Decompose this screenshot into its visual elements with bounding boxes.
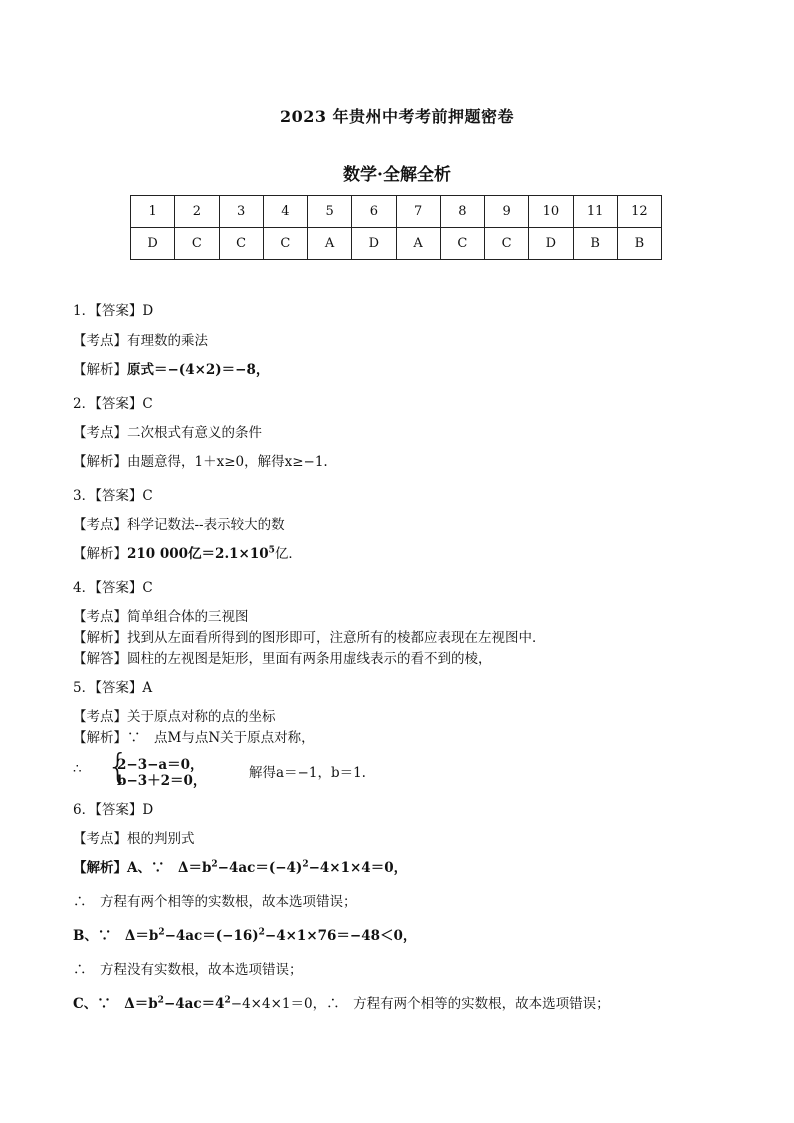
- line-b-part2: −4ac＝(−16): [164, 928, 259, 944]
- item-3-kaodian: 【考点】科学记数法--表示较大的数: [73, 517, 285, 533]
- item-4-kaodian: 【考点】简单组合体的三视图: [73, 609, 249, 625]
- equation-1: 2−3−a＝0，: [117, 757, 204, 773]
- item-5-jiexi: 【解析】∵ 点M与点N关于原点对称，: [73, 730, 315, 746]
- item-4-jiexi: 【解析】找到从左面看所得到的图形即可，注意所有的棱都应表现在左视图中．: [73, 630, 546, 646]
- item-6-line-a: [73, 859, 407, 877]
- item-3-jiexi-unit: 亿．: [274, 546, 302, 562]
- item-6-conclusion-a: ∴ 方程有两个相等的实数根，故本选项错误；: [73, 894, 357, 910]
- answer-table: [130, 195, 662, 260]
- item-2-kaodian: 【考点】二次根式有意义的条件: [73, 425, 262, 441]
- question-number-cell: 2: [175, 196, 219, 228]
- line-c-part3: −4×4×1＝0，∴ 方程有两个相等的实数根，故本选项错误；: [230, 996, 610, 1012]
- answer-cell: B: [573, 228, 617, 260]
- jiexi-label: 【解析】: [73, 546, 127, 562]
- item-6-line-c: [73, 995, 610, 1013]
- question-number-cell: 9: [485, 196, 529, 228]
- exponent: 2: [258, 927, 265, 938]
- item-6-conclusion-b: ∴ 方程没有实数根，故本选项错误；: [73, 962, 303, 978]
- answer-table-answer-row: [131, 228, 662, 260]
- item-3-answer: 3．【答案】C: [73, 488, 153, 504]
- line-b-part1: B、∵ Δ＝b: [73, 928, 159, 944]
- item-2-jiexi-text: 由题意得，1＋x≥0，解得x≥−1.: [127, 454, 328, 470]
- jiexi-label: 【解析】: [73, 362, 127, 378]
- item-1-answer: 1．【答案】D: [73, 303, 154, 319]
- answer-cell: C: [440, 228, 484, 260]
- line-c-part2: −4ac＝4: [163, 996, 225, 1012]
- question-number-cell: 3: [219, 196, 263, 228]
- answer-cell: D: [352, 228, 396, 260]
- item-1-jiexi-text: 原式＝−(4×2)＝−8，: [127, 362, 270, 378]
- answer-cell: C: [175, 228, 219, 260]
- question-number-cell: 11: [573, 196, 617, 228]
- item-6-answer: 6．【答案】D: [73, 802, 154, 818]
- line-b-part3: −4×1×76＝−48＜0，: [264, 928, 417, 944]
- jiexi-label: 【解析】: [73, 454, 127, 470]
- exponent: 2: [157, 995, 164, 1006]
- item-1-kaodian: 【考点】有理数的乘法: [73, 333, 208, 349]
- page-subtitle: 数学·全解全析: [343, 165, 451, 185]
- line-a-part3: −4×1×4＝0，: [308, 860, 408, 876]
- item-5-answer: 5．【答案】A: [73, 680, 153, 696]
- question-number-cell: 1: [131, 196, 175, 228]
- left-brace-icon: {: [107, 747, 129, 787]
- answer-cell: A: [396, 228, 440, 260]
- item-4-answer: 4．【答案】C: [73, 580, 153, 596]
- item-5-kaodian: 【考点】关于原点对称的点的坐标: [73, 709, 276, 725]
- question-number-cell: 10: [529, 196, 573, 228]
- line-c-part1: C、∵ Δ＝b: [73, 996, 158, 1012]
- question-number-cell: 8: [440, 196, 484, 228]
- item-4-jieda: 【解答】圆柱的左视图是矩形，里面有两条用虚线表示的看不到的棱，: [73, 651, 492, 667]
- answer-cell: D: [131, 228, 175, 260]
- line-a-part1: 【解析】A、∵ Δ＝b: [73, 860, 212, 876]
- exponent: 2: [302, 859, 309, 870]
- equation-2: b−3＋2＝0，: [117, 773, 207, 789]
- question-number-cell: 5: [308, 196, 352, 228]
- item-6-line-b: [73, 927, 416, 945]
- exponent: 2: [224, 995, 231, 1006]
- item-2-answer: 2．【答案】C: [73, 396, 153, 412]
- question-number-cell: 4: [263, 196, 307, 228]
- item-3-jiexi-math: 210 000亿＝2.1×10: [127, 546, 269, 562]
- line-a-part2: −4ac＝(−4): [217, 860, 303, 876]
- question-number-cell: 12: [617, 196, 661, 228]
- answer-table-number-row: [131, 196, 662, 228]
- answer-cell: D: [529, 228, 573, 260]
- item-2-jiexi: [73, 453, 328, 471]
- answer-cell: B: [617, 228, 661, 260]
- item-3-jiexi: [73, 545, 302, 563]
- answer-cell: C: [485, 228, 529, 260]
- exponent: 2: [211, 859, 218, 870]
- item-1-jiexi: [73, 361, 269, 379]
- therefore-symbol: ∴: [73, 761, 82, 777]
- answer-cell: C: [219, 228, 263, 260]
- exponent: 2: [158, 927, 165, 938]
- question-number-cell: 6: [352, 196, 396, 228]
- answer-cell: C: [263, 228, 307, 260]
- exponent: 5: [268, 545, 275, 556]
- item-5-solution: 解得a＝−1，b＝1.: [249, 765, 366, 781]
- question-number-cell: 7: [396, 196, 440, 228]
- page-title: 2023 年贵州中考考前押题密卷: [279, 107, 515, 126]
- item-6-kaodian: 【考点】根的判别式: [73, 831, 195, 847]
- answer-cell: A: [308, 228, 352, 260]
